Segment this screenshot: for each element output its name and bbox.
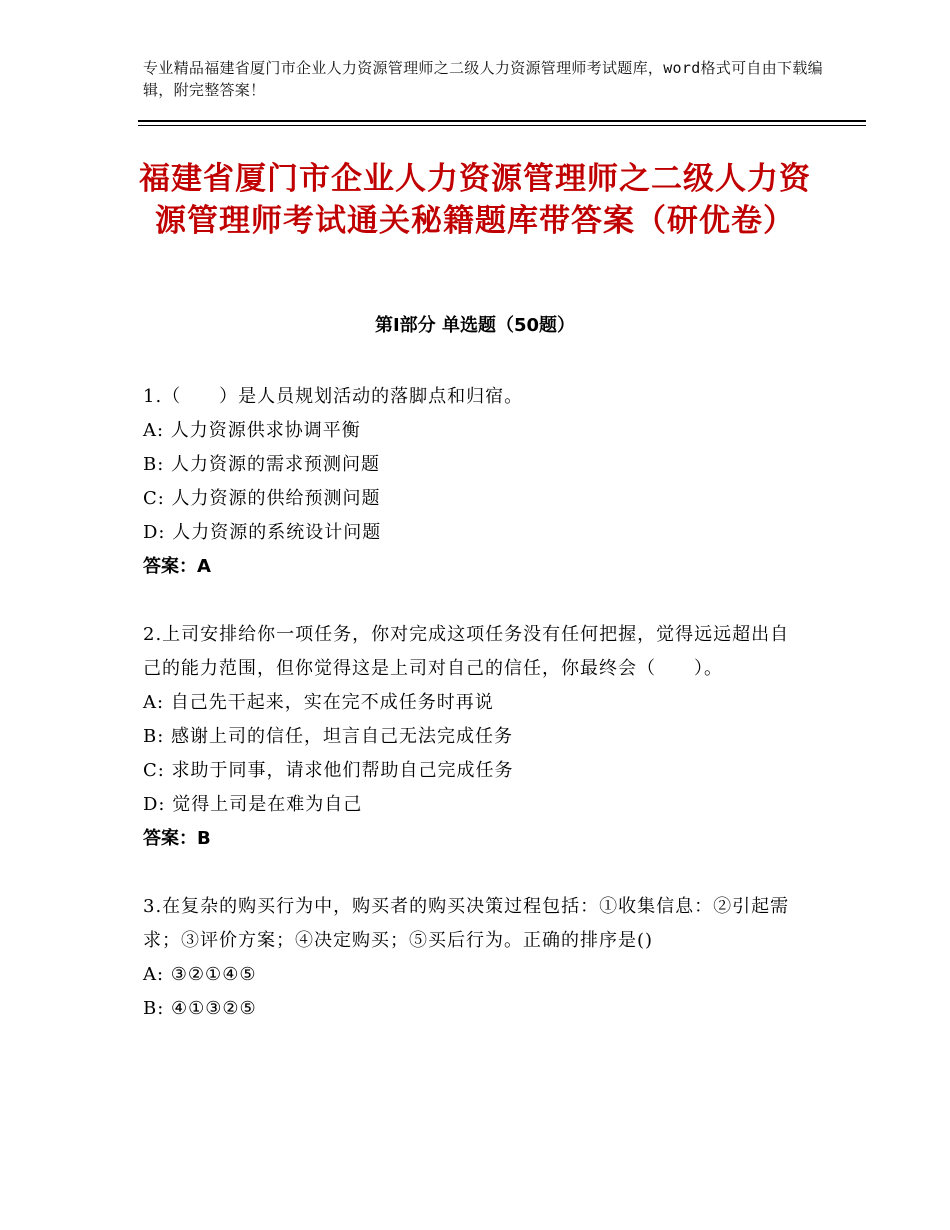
question-option-c: C: 人力资源的供给预测问题 — [143, 488, 381, 509]
question-option-c: C: 求助于同事，请求他们帮助自己完成任务 — [143, 760, 514, 781]
question-option-b: B: 感谢上司的信任，坦言自己无法完成任务 — [143, 726, 514, 747]
question-answer: 答案：B — [143, 828, 211, 849]
document-title: 福建省厦门市企业人力资源管理师之二级人力资源管理师考试通关秘籍题库带答案（研优卷） — [139, 161, 811, 239]
question-stem: 3.在复杂的购买行为中，购买者的购买决策过程包括：①收集信息：②引起需求；③评价方案；④决定购买；⑤买后行为。正确的排序是() — [143, 896, 790, 951]
question-option-d: D: 人力资源的系统设计问题 — [143, 522, 382, 543]
question-option-b: B: 人力资源的需求预测问题 — [143, 454, 381, 475]
question-option-d: D: 觉得上司是在难为自己 — [143, 794, 363, 815]
question-list — [143, 380, 803, 1060]
question-answer: 答案：A — [143, 556, 211, 577]
question-item — [143, 380, 803, 584]
question-option-a: A: 人力资源供求协调平衡 — [143, 420, 361, 441]
section-heading: 第Ⅰ部分 单选题（50题） — [374, 315, 575, 336]
question-option-a: A: ③②①④⑤ — [143, 964, 257, 985]
question-item — [143, 618, 803, 856]
question-option-b: B: ④①③②⑤ — [143, 998, 257, 1019]
header-note: 专业精品福建省厦门市企业人力资源管理师之二级人力资源管理师考试题库，word格式可自由下载编辑，附完整答案！ — [143, 59, 823, 99]
question-item — [143, 890, 803, 1026]
header-divider-thick — [138, 120, 866, 122]
header-divider-thin — [138, 125, 866, 126]
question-option-a: A: 自己先干起来，实在完不成任务时再说 — [143, 692, 494, 713]
question-stem: 1.（ ）是人员规划活动的落脚点和归宿。 — [143, 386, 524, 407]
question-stem: 2.上司安排给你一项任务，你对完成这项任务没有任何把握，觉得远远超出自己的能力范围，但你觉得这是上司对自己的信任，你最终会（ ）。 — [143, 624, 790, 679]
